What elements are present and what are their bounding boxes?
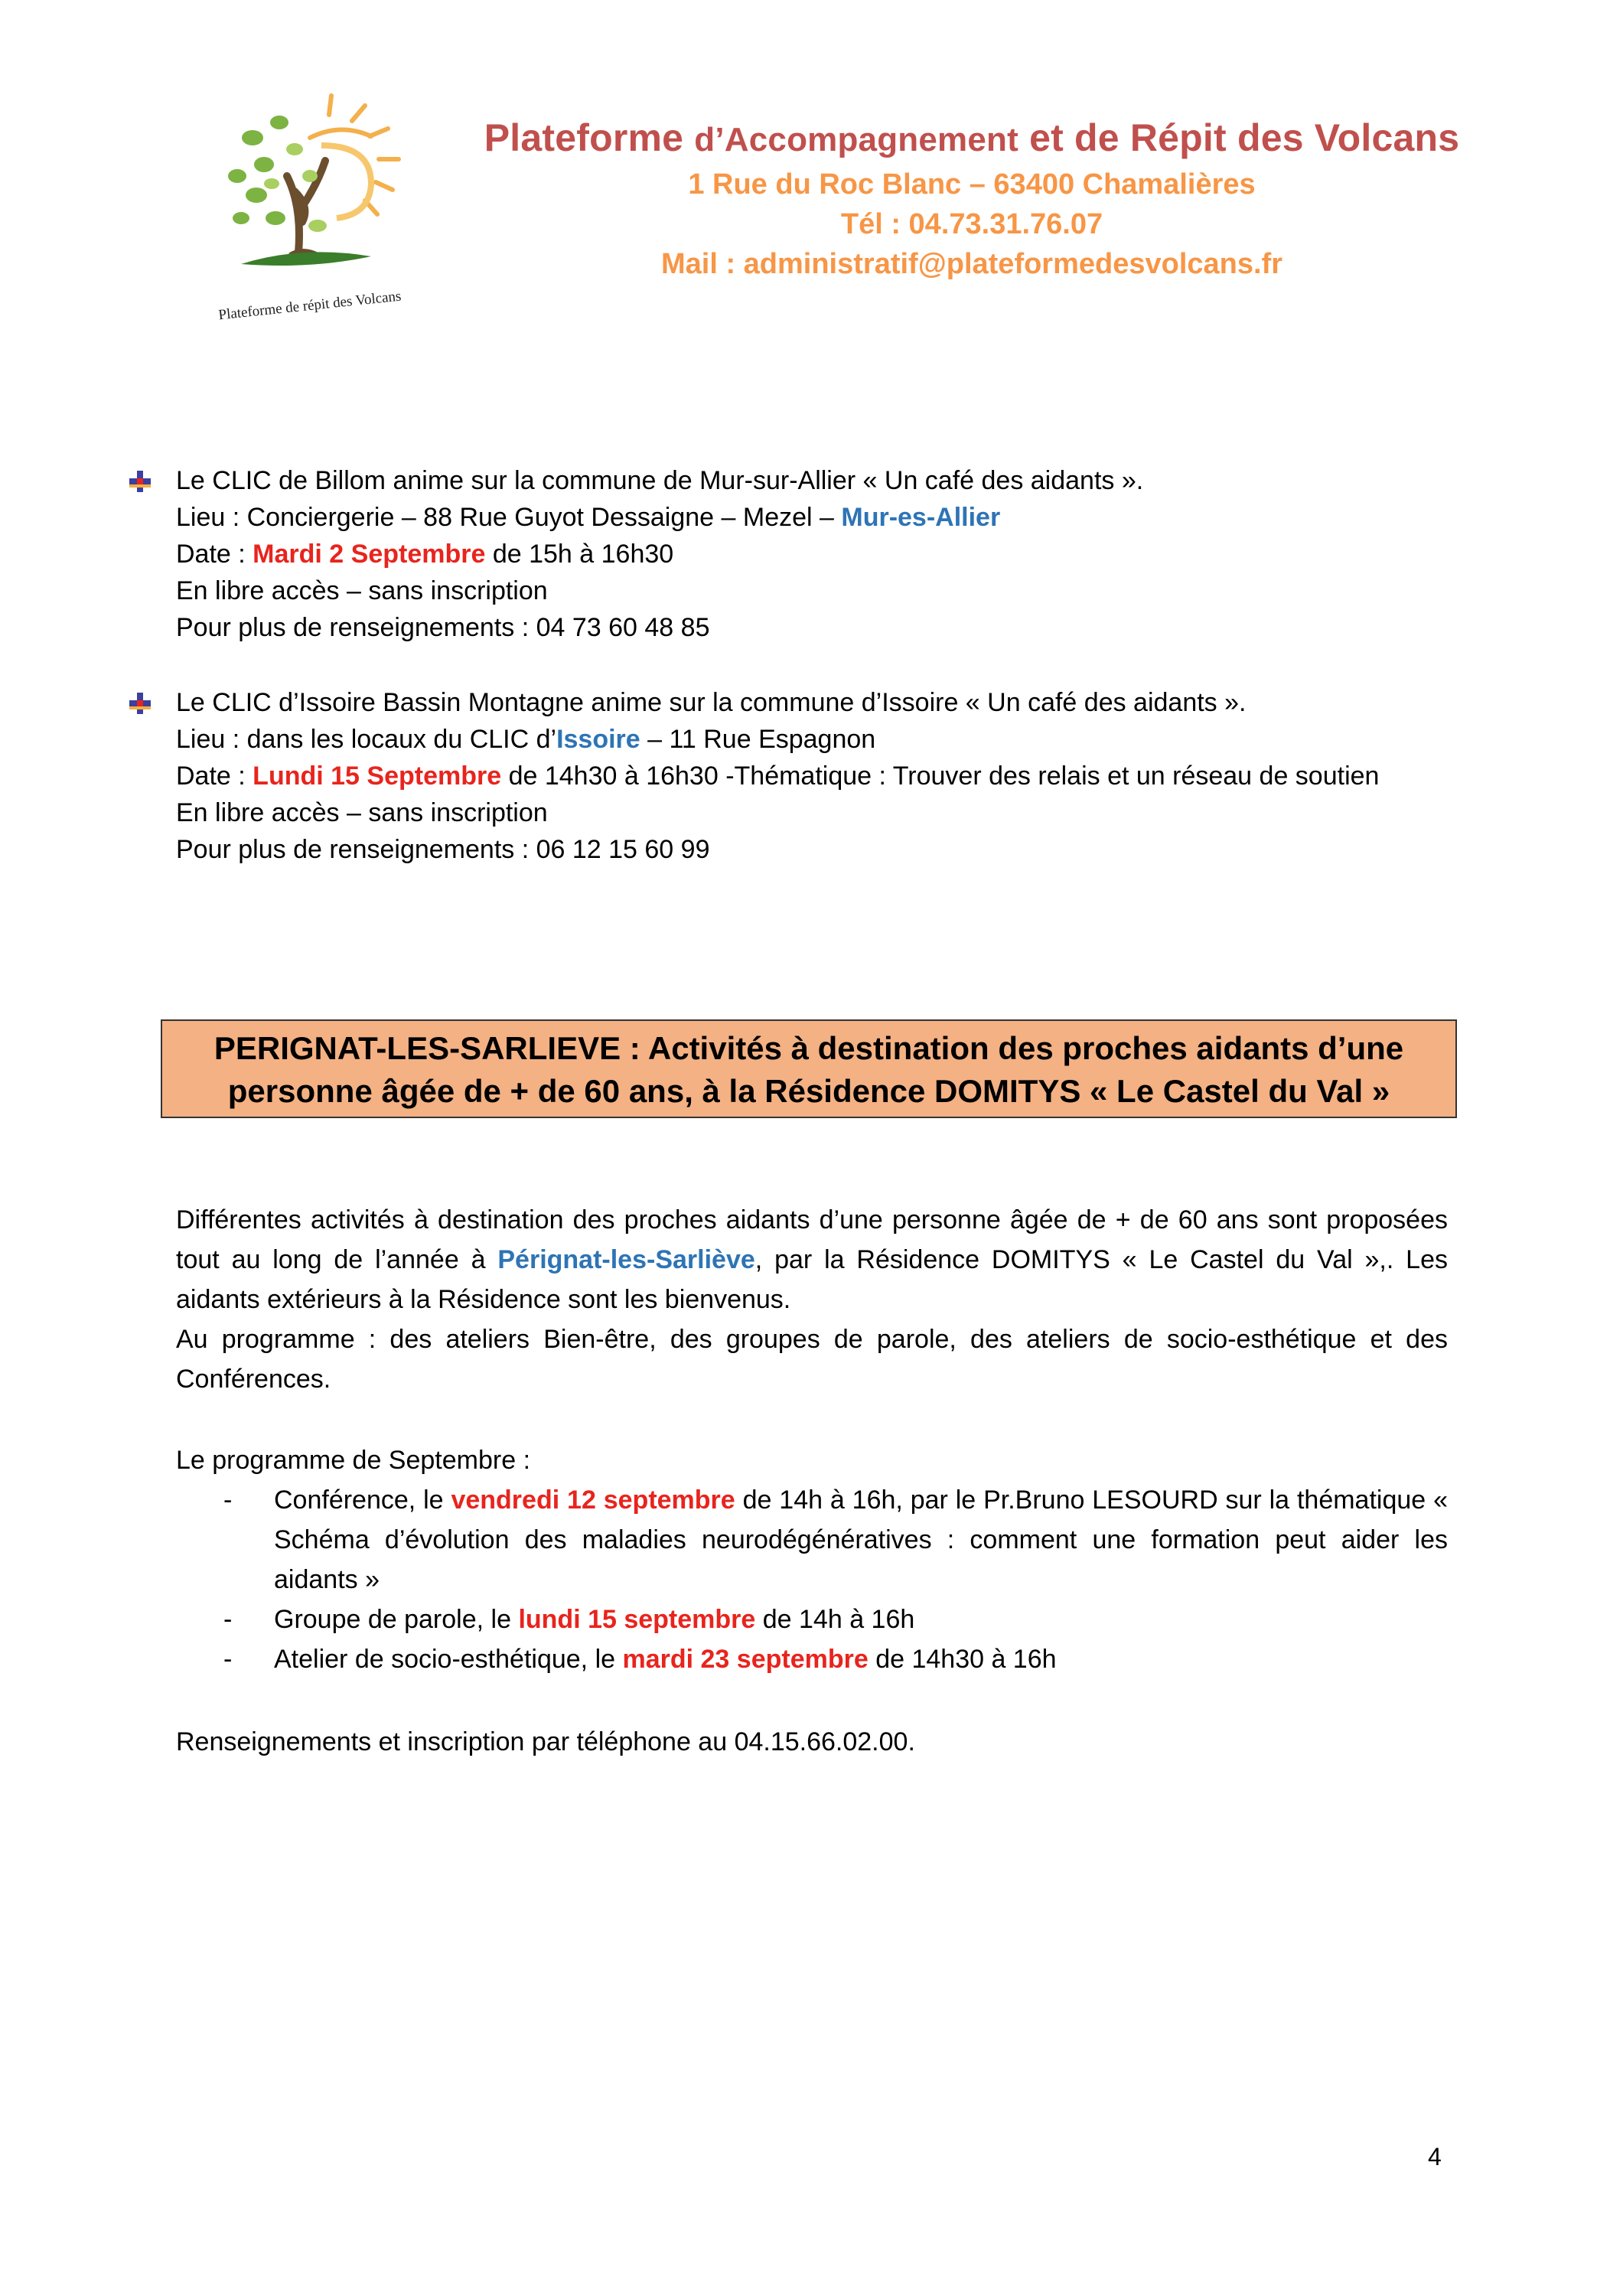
event2-intro: Le CLIC d’Issoire Bassin Montagne anime sur la commune d’Issoire « Un café des aidants ». [176,688,1247,717]
event2-date: Date : Lundi 15 Septembre de 14h30 à 16h30 -Thématique : Trouver des relais et un réseau de soutien [176,762,1380,791]
arrow-bullet-icon [126,690,154,713]
list-item: - Conférence, le vendredi 12 septembre de 14h à 16h, par le Pr.Bruno LESOURD sur la thématique « Schéma d’évolution des maladies neurodégénératives : comment une formation peut aider les aidants » [223,1486,1448,1594]
list-item: - Atelier de socio-esthétique, le mardi 23 septembre de 14h30 à 16h [223,1645,1057,1674]
event1-lieu: Lieu : Conciergerie – 88 Rue Guyot Dessaigne – Mezel – Mur-es-Allier [176,503,1001,532]
logo-caption: Plateforme de répit des Volcans [217,288,402,321]
body-paragraph-2: Au programme : des ateliers Bien-être, des groupes de parole, des ateliers de socio-esthétique et des Conférences. [176,1325,1448,1394]
event2-lieu: Lieu : dans les locaux du CLIC d’Issoire – 11 Rue Espagnon [176,725,876,754]
event2-info: Pour plus de renseignements : 06 12 15 60 99 [176,835,710,864]
page-number: 4 [1428,2143,1442,2170]
header [429,113,1515,284]
header-mail: Mail : administratif@plateformedesvolcans.fr [660,248,1283,280]
banner-line-1: PERIGNAT-LES-SARLIEVE : Activités à destination des proches aidants d’une [213,1030,1404,1066]
logo [195,92,425,321]
program-title: Le programme de Septembre : [176,1446,531,1475]
event2-acces: En libre accès – sans inscription [176,798,548,827]
event1-intro: Le CLIC de Billom anime sur la commune de Mur-sur-Allier « Un café des aidants ». [176,466,1144,495]
event1-date: Date : Mardi 2 Septembre de 15h à 16h30 [176,540,674,569]
body-paragraph-1: Différentes activités à destination des proches aidants d’une personne âgée de + de 60 ans sont proposées tout au long de l’année à Pérignat-les-Sarliève, par la Résidence DOMITYS « Le Castel du Val »,. Les aidants extérieurs à la Résidence sont les bienvenus. [176,1205,1448,1314]
event1-acces: En libre accès – sans inscription [176,576,548,605]
arrow-bullet-icon [126,468,154,491]
event-issoire [176,684,1379,868]
section-banner [161,1019,1457,1118]
event-billom [176,462,1143,646]
event1-info: Pour plus de renseignements : 04 73 60 48 85 [176,613,710,642]
program-list [176,1480,1448,1679]
contact-line: Renseignements et inscription par téléphone au 04.15.66.02.00. [176,1727,915,1756]
header-address: 1 Rue du Roc Blanc – 63400 Chamalières [688,168,1256,201]
header-phone: Tél : 04.73.31.76.07 [840,208,1103,240]
list-item: - Groupe de parole, le lundi 15 septembre de 14h à 16h [223,1605,915,1634]
banner-line-2: personne âgée de + de 60 ans, à la Résidence DOMITYS « Le Castel du Val » [227,1073,1390,1109]
body-intro [176,1200,1448,1399]
header-title: Plateforme d’Accompagnement et de Répit des Volcans [484,116,1460,159]
